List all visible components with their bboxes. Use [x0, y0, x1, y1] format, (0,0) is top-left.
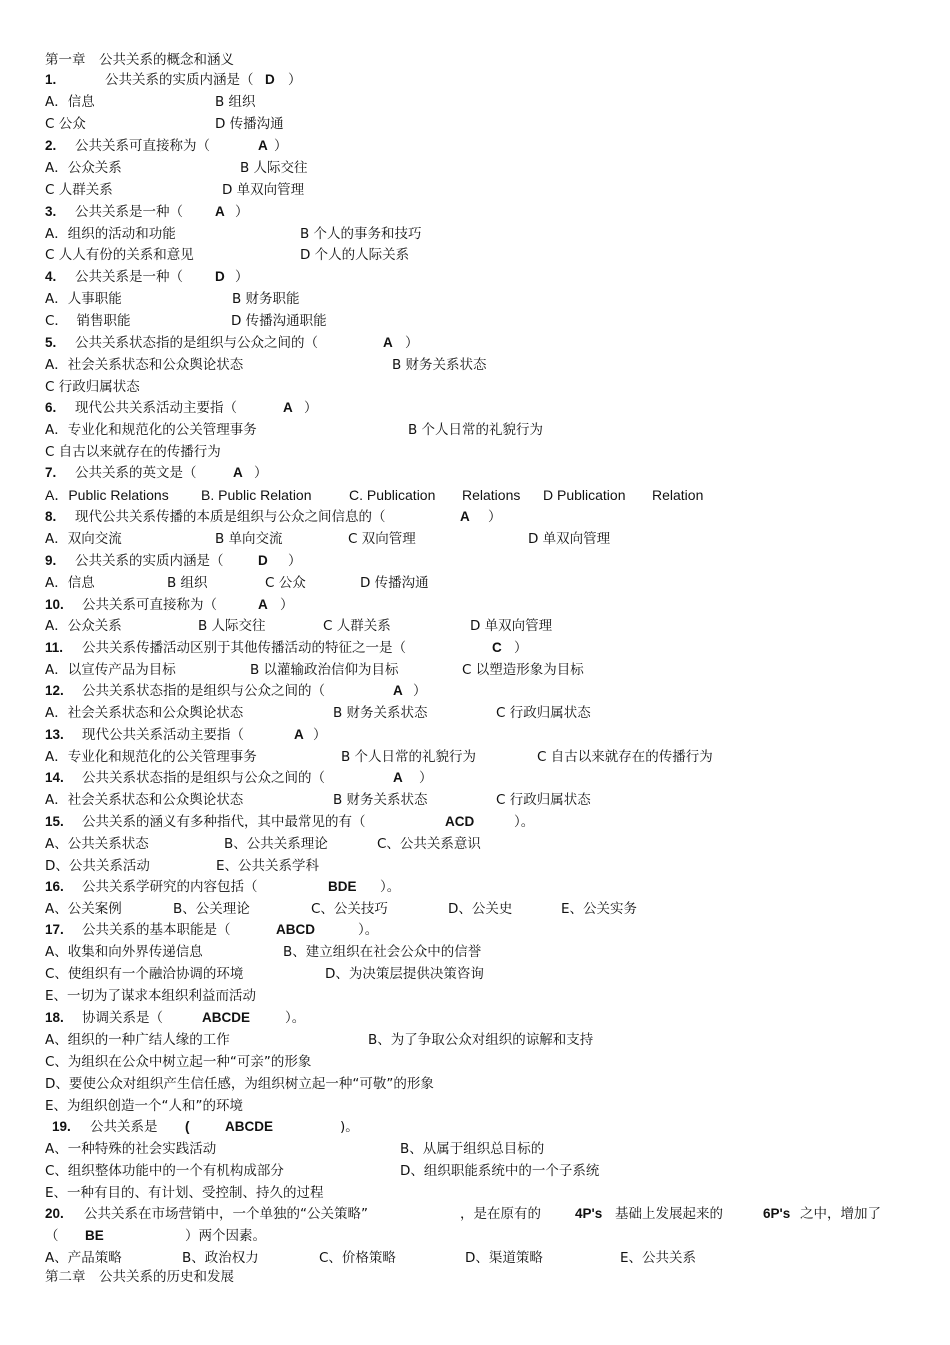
option: A．社会关系状态和公众舆论状态 — [45, 705, 244, 721]
question-stem — [0, 551, 950, 571]
option: A、一种特殊的社会实践活动 — [45, 1141, 217, 1157]
options-row — [0, 703, 950, 723]
question-number: 9. — [45, 553, 57, 568]
answer-key: A — [294, 727, 304, 742]
option: E、一种有目的、有计划、受控制、持久的过程 — [45, 1185, 324, 1201]
question-text: ，是在原有的 — [460, 1206, 541, 1222]
option: B、从属于组织总目标的 — [400, 1141, 545, 1157]
question-text: 公共关系是 — [90, 1119, 158, 1135]
question-stem — [0, 681, 950, 701]
answer-key: D — [258, 553, 268, 568]
open-paren: （ — [45, 1228, 59, 1244]
answer-key: A — [233, 465, 243, 480]
question-text: 公共关系是一种（ — [75, 204, 183, 220]
answer-key: D — [215, 269, 225, 284]
question-number: 10. — [45, 597, 64, 612]
option: D Publication — [543, 487, 626, 503]
answer-key: A — [258, 597, 268, 612]
question-stem — [0, 202, 950, 222]
close-paren: ） — [280, 597, 294, 613]
option: A．公众关系 — [45, 618, 122, 634]
text-line — [0, 1267, 950, 1287]
answer-key: A — [460, 509, 470, 524]
question-number: 20. — [45, 1206, 64, 1221]
option: A、公共关系状态 — [45, 836, 149, 852]
option: A．人事职能 — [45, 291, 122, 307]
option: B、建立组织在社会公众中的信誉 — [283, 944, 482, 960]
question-text: 之中，增加了 — [800, 1206, 881, 1222]
answer-key: C — [492, 640, 502, 655]
options-row — [0, 1052, 950, 1072]
option: C 自古以来就存在的传播行为 — [45, 444, 221, 460]
close-paren: ）。 — [380, 879, 401, 895]
option: C、为组织在公众中树立起一种“可亲”的形象 — [45, 1054, 312, 1070]
option: E、一切为了谋求本组织利益而活动 — [45, 988, 257, 1004]
options-row — [0, 442, 950, 462]
question-stem — [0, 1204, 950, 1224]
options-row — [0, 355, 950, 375]
close-paren: ） — [488, 509, 502, 525]
question-text: 协调关系是（ — [82, 1010, 163, 1026]
options-row — [0, 834, 950, 854]
option: C 自古以来就存在的传播行为 — [537, 749, 713, 765]
question-number: 6. — [45, 400, 57, 415]
option: C 行政归属状态 — [45, 379, 140, 395]
question-number: 13. — [45, 727, 64, 742]
option: D、渠道策略 — [465, 1250, 543, 1266]
answer-key: A — [383, 335, 393, 350]
option: D 单双向管理 — [470, 618, 553, 634]
option: B、公关理论 — [173, 901, 250, 917]
options-row — [0, 485, 950, 505]
option: D、为决策层提供决策咨询 — [325, 966, 484, 982]
options-row — [0, 856, 950, 876]
option: A、公关案例 — [45, 901, 122, 917]
question-text: 公共关系的实质内涵是（ — [105, 72, 254, 88]
option: E、为组织创造一个“人和”的环境 — [45, 1098, 244, 1114]
options-row — [0, 158, 950, 178]
options-row — [0, 420, 950, 440]
option: D 单双向管理 — [222, 182, 305, 198]
option: D 传播沟通 — [360, 575, 429, 591]
question-text: 公共关系学研究的内容包括（ — [82, 879, 258, 895]
option: C 以塑造形象为目标 — [462, 662, 584, 678]
close-paren: ） — [235, 204, 249, 220]
options-row — [0, 529, 950, 549]
option: C． 销售职能 — [45, 313, 131, 329]
option: B 人际交往 — [198, 618, 266, 634]
option: C、公关技巧 — [311, 901, 388, 917]
question-text: 公共关系状态指的是组织与公众之间的（ — [82, 683, 325, 699]
question-stem — [0, 920, 950, 940]
option: B 个人日常的礼貌行为 — [341, 749, 477, 765]
option: C. Publication — [349, 487, 436, 503]
option: A．专业化和规范化的公关管理事务 — [45, 422, 257, 438]
chapter-title: 第一章 公共关系的概念和涵义 — [45, 52, 234, 68]
options-row — [0, 1139, 950, 1159]
answer-key: A — [283, 400, 293, 415]
close-paren: ）。 — [285, 1010, 306, 1026]
answer-key: D — [265, 72, 275, 87]
question-number: 7. — [45, 465, 57, 480]
answer-key: A — [393, 770, 403, 785]
question-text: 公共关系的涵义有多种指代，其中最常见的有（ — [82, 814, 366, 830]
options-row — [0, 747, 950, 767]
question-number: 15. — [45, 814, 64, 829]
close-paren: ） — [419, 770, 433, 786]
question-number: 12. — [45, 683, 64, 698]
option: B、为了争取公众对组织的谅解和支持 — [368, 1032, 594, 1048]
question-stem — [0, 725, 950, 745]
question-stem — [0, 877, 950, 897]
option: B 财务关系状态 — [333, 705, 428, 721]
option: D 个人的人际关系 — [300, 247, 410, 263]
option: C、价格策略 — [319, 1250, 396, 1266]
option: A．公众关系 — [45, 160, 122, 176]
option: B 组织 — [167, 575, 208, 591]
option: A．专业化和规范化的公关管理事务 — [45, 749, 257, 765]
answer-key: ABCDE — [225, 1119, 274, 1134]
question-text: 公共关系在市场营销中，一个单独的“公关策略” — [84, 1206, 368, 1222]
option: C 行政归属状态 — [496, 792, 591, 808]
option: A．社会关系状态和公众舆论状态 — [45, 357, 244, 373]
option: D、组织职能系统中的一个子系统 — [400, 1163, 600, 1179]
option: B 财务关系状态 — [333, 792, 428, 808]
question-text: 公共关系的基本职能是（ — [82, 922, 231, 938]
bold-term: 6P's — [763, 1206, 791, 1221]
options-row — [0, 942, 950, 962]
question-text: 公共关系是一种（ — [75, 269, 183, 285]
options-row — [0, 1161, 950, 1181]
close-paren: ） — [254, 465, 268, 481]
option: Relations — [462, 487, 521, 503]
options-row — [0, 289, 950, 309]
options-row — [0, 92, 950, 112]
options-row — [0, 114, 950, 134]
answer-key: BE — [85, 1228, 104, 1243]
options-row — [0, 986, 950, 1006]
close-paren: ） — [288, 72, 302, 88]
question-stem — [0, 638, 950, 658]
option: C、使组织有一个融洽协调的环境 — [45, 966, 244, 982]
close-paren: ） — [235, 269, 249, 285]
question-stem — [0, 333, 950, 353]
options-row — [0, 790, 950, 810]
question-number: 19. — [52, 1119, 71, 1134]
question-text: 公共关系可直接称为（ — [75, 138, 210, 154]
close-paren: ） — [413, 683, 427, 699]
question-number: 2. — [45, 138, 57, 153]
options-row — [0, 1030, 950, 1050]
close-paren: )。 — [340, 1119, 359, 1135]
option: C 公众 — [265, 575, 306, 591]
close-paren: ） — [514, 640, 528, 656]
question-stem — [0, 595, 950, 615]
question-text: 公共关系的英文是（ — [75, 465, 197, 481]
options-row — [0, 311, 950, 331]
option: D 单双向管理 — [528, 531, 611, 547]
option: B 组织 — [215, 94, 256, 110]
option: A、组织的一种广结人缘的工作 — [45, 1032, 230, 1048]
question-number: 8. — [45, 509, 57, 524]
option: E、公共关系 — [620, 1250, 697, 1266]
options-row — [0, 180, 950, 200]
option: B、政治权力 — [182, 1250, 259, 1266]
bold-term: 4P's — [575, 1206, 603, 1221]
option: A．Public Relations — [45, 487, 169, 503]
question-text: 公共关系状态指的是组织与公众之间的（ — [82, 770, 325, 786]
option: B、公共关系理论 — [224, 836, 328, 852]
answer-key: A — [393, 683, 403, 698]
answer-key: A — [258, 138, 268, 153]
option: B. Public Relation — [201, 487, 312, 503]
question-stem — [0, 812, 950, 832]
options-row — [0, 964, 950, 984]
option: A．信息 — [45, 575, 95, 591]
close-paren: ） — [313, 727, 327, 743]
question-stem — [0, 1008, 950, 1028]
option: B 个人日常的礼貌行为 — [408, 422, 544, 438]
question-stem — [0, 136, 950, 156]
option: B 人际交往 — [240, 160, 308, 176]
question-number: 17. — [45, 922, 64, 937]
option: D 传播沟通 — [215, 116, 284, 132]
close-paren: ） — [274, 138, 288, 154]
options-row — [0, 1096, 950, 1116]
option: Relation — [652, 487, 704, 503]
close-paren: ）。 — [358, 922, 379, 938]
option: B 以灌输政治信仰为目标 — [250, 662, 399, 678]
answer-key: ABCD — [276, 922, 315, 937]
question-stem — [0, 1117, 950, 1137]
options-row — [0, 1248, 950, 1268]
question-number: 18. — [45, 1010, 64, 1025]
question-number: 5. — [45, 335, 57, 350]
options-row — [0, 616, 950, 636]
option: D、要使公众对组织产生信任感，为组织树立起一种“可敬”的形象 — [45, 1076, 434, 1092]
options-row — [0, 224, 950, 244]
answer-key: A — [215, 204, 225, 219]
close-paren: ）两个因素。 — [185, 1228, 266, 1244]
option: A．双向交流 — [45, 531, 122, 547]
option: B 财务职能 — [232, 291, 300, 307]
question-text: 现代公共关系传播的本质是组织与公众之间信息的（ — [75, 509, 386, 525]
question-stem — [0, 70, 950, 90]
question-text: 公共关系的实质内涵是（ — [75, 553, 224, 569]
close-paren: ） — [304, 400, 318, 416]
option: A．信息 — [45, 94, 95, 110]
question-stem — [0, 507, 950, 527]
options-row — [0, 377, 950, 397]
question-text: 公共关系可直接称为（ — [82, 597, 217, 613]
option: C、公共关系意识 — [377, 836, 481, 852]
question-text: 现代公共关系活动主要指（ — [82, 727, 244, 743]
question-text: 公共关系传播活动区别于其他传播活动的特征之一是（ — [82, 640, 406, 656]
answer-key: ACD — [445, 814, 475, 829]
question-text: 基础上发展起来的 — [615, 1206, 723, 1222]
answer-key: ABCDE — [202, 1010, 251, 1025]
close-paren: ）。 — [514, 814, 535, 830]
option: A．组织的活动和功能 — [45, 226, 176, 242]
options-row — [0, 245, 950, 265]
question-number: 3. — [45, 204, 57, 219]
open-paren: ( — [185, 1119, 190, 1134]
options-row — [0, 660, 950, 680]
options-row — [0, 899, 950, 919]
option: D、公共关系活动 — [45, 858, 150, 874]
close-paren: ） — [405, 335, 419, 351]
question-text: 公共关系状态指的是组织与公众之间的（ — [75, 335, 318, 351]
option: D 传播沟通职能 — [231, 313, 327, 329]
option: E、公关实务 — [561, 901, 638, 917]
option: D、公关史 — [448, 901, 513, 917]
question-number: 4. — [45, 269, 57, 284]
question-stem — [0, 768, 950, 788]
question-number: 1. — [45, 72, 57, 87]
answer-key: BDE — [328, 879, 357, 894]
option: A、收集和向外界传递信息 — [45, 944, 203, 960]
option: E、公共关系学科 — [216, 858, 320, 874]
text-line — [0, 50, 950, 70]
question-number: 16. — [45, 879, 64, 894]
question-text: 现代公共关系活动主要指（ — [75, 400, 237, 416]
options-row — [0, 1074, 950, 1094]
option: A．社会关系状态和公众舆论状态 — [45, 792, 244, 808]
option: C、组织整体功能中的一个有机构成部分 — [45, 1163, 284, 1179]
option: A．以宣传产品为目标 — [45, 662, 176, 678]
options-row — [0, 573, 950, 593]
question-number: 11. — [45, 640, 64, 655]
option: C 行政归属状态 — [496, 705, 591, 721]
question-number: 14. — [45, 770, 64, 785]
options-row — [0, 1183, 950, 1203]
option: B 单向交流 — [215, 531, 283, 547]
option: C 公众 — [45, 116, 86, 132]
question-stem — [0, 463, 950, 483]
option: C 双向管理 — [348, 531, 416, 547]
question-stem-continued — [0, 1226, 950, 1246]
option: B 个人的事务和技巧 — [300, 226, 422, 242]
chapter-title: 第二章 公共关系的历史和发展 — [45, 1269, 234, 1285]
option: C 人人有份的关系和意见 — [45, 247, 194, 263]
option: C 人群关系 — [45, 182, 113, 198]
option: C 人群关系 — [323, 618, 391, 634]
question-stem — [0, 267, 950, 287]
close-paren: ） — [288, 553, 302, 569]
option: B 财务关系状态 — [392, 357, 487, 373]
option: A、产品策略 — [45, 1250, 122, 1266]
question-stem — [0, 398, 950, 418]
